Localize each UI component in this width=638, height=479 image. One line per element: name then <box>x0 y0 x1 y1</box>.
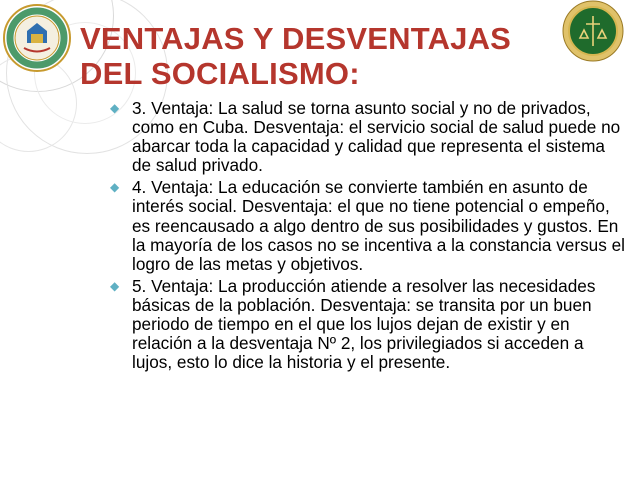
bullet-text: 4. Ventaja: La educación se convierte también en asunto de interés social. Desventaja: el que no tiene potencial o empeño, es reencausado a algo dentro de sus posibilidades y gustos. En la mayoría de los casos no se incentiva a la constancia versus el logro de las metas y objetivos. <box>132 177 625 274</box>
university-seal-icon <box>2 3 72 73</box>
diamond-bullet-icon: ◆ <box>110 180 120 195</box>
bullet-text: 3. Ventaja: La salud se torna asunto social y no de privados, como en Cuba. Desventaja: el servicio social de salud puede no abarcar toda la capacidad y calidad que representa el sistema de salud privado. <box>132 98 621 176</box>
bullet-item <box>110 99 628 175</box>
diamond-bullet-icon: ◆ <box>110 101 120 115</box>
bullet-list <box>110 99 628 375</box>
bullet-text: 5. Ventaja: La producción atiende a resolver las necesidades básicas de la población. Desventaja: se transita por un buen periodo de tiempo en el que los lujos dejan de existir y en relación a la desventaja Nº 2, los privilegiados si acceden a lujos, esto lo dice la historia y el presente. <box>132 275 596 373</box>
diamond-bullet-icon: ◆ <box>110 278 120 293</box>
title-line: DEL SOCIALISMO: <box>80 56 360 91</box>
title-line: VENTAJAS Y DESVENTAJAS <box>80 21 512 56</box>
bullet-item <box>110 178 628 273</box>
bullet-item <box>110 277 628 372</box>
slide-title <box>80 21 560 91</box>
faculty-emblem-icon <box>562 0 624 62</box>
